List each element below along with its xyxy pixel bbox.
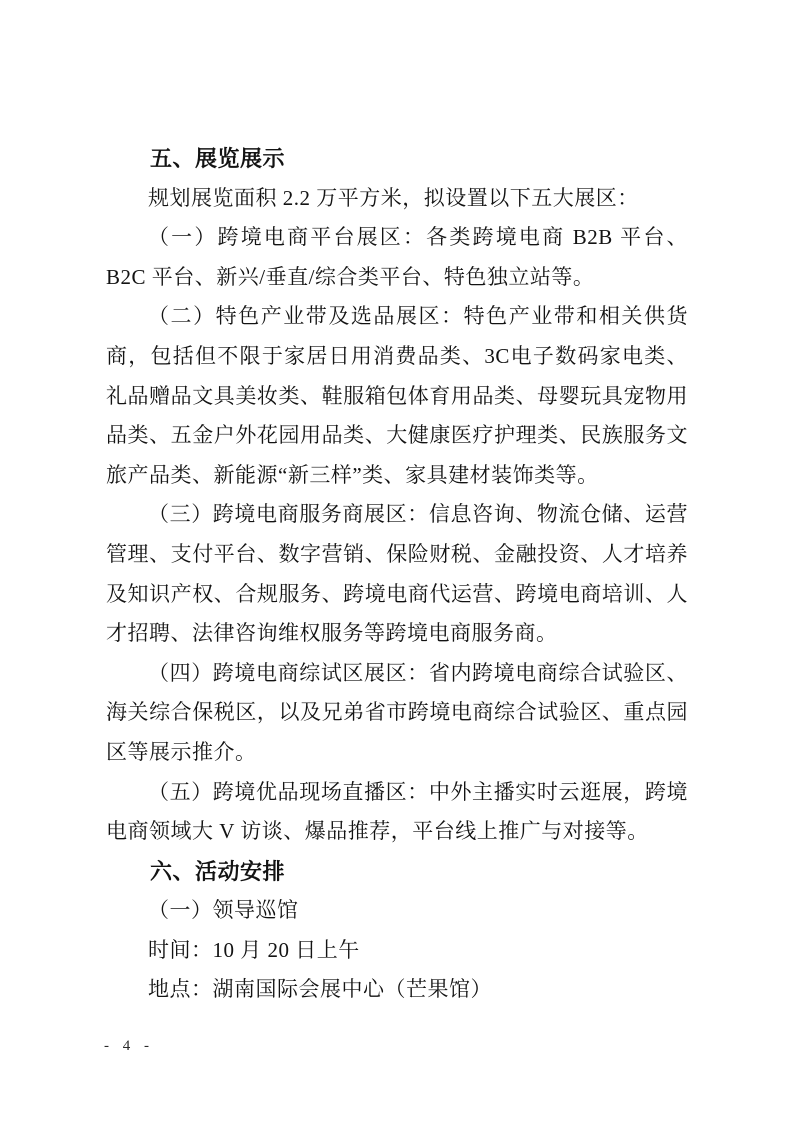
section-heading-exhibition: 五、展览展示	[150, 146, 286, 171]
paragraph-activity-leader-tour: （一）领导巡馆	[148, 898, 299, 923]
paragraph-activity-time: 时间：10 月 20 日上午	[148, 937, 360, 962]
document-content	[106, 139, 688, 1010]
paragraph-zone-3-service-providers: （三）跨境电商服务商展区：信息咨询、物流仓储、运营管理、支付平台、数字营销、保险财税、金融投资、人才培养及知识产权、合规服务、跨境电商代运营、跨境电商培训、人才招聘、法律咨询维权服务等跨境电商服务商。	[106, 502, 688, 646]
paragraph-zone-4-pilot-zones: （四）跨境电商综试区展区：省内跨境电商综合试验区、海关综合保税区，以及兄弟省市跨境电商综合试验区、重点园区等展示推介。	[106, 660, 688, 764]
paragraph-activity-location: 地点：湖南国际会展中心（芒果馆）	[148, 977, 492, 1002]
paragraph-zone-2-industry-belt: （二）特色产业带及选品展区：特色产业带和相关供货商，包括但不限于家居日用消费品类、3C电子数码家电类、礼品赠品文具美妆类、鞋服箱包体育用品类、母婴玩具宠物用品类、五金户外花园用品类、大健康医疗护理类、民族服务文旅产品类、新能源“新三样”类、家具建材装饰类等。	[106, 304, 688, 487]
paragraph-zone-1-platform: （一）跨境电商平台展区：各类跨境电商 B2B 平台、B2C 平台、新兴/垂直/综合类平台、特色独立站等。	[106, 225, 688, 289]
paragraph-zone-5-livestream: （五）跨境优品现场直播区：中外主播实时云逛展，跨境电商领域大 V 访谈、爆品推荐，平台线上推广与对接等。	[106, 779, 688, 844]
page-number: - 4 -	[104, 1038, 154, 1054]
paragraph-plan-area: 规划展览面积 2.2 万平方米，拟设置以下五大展区：	[148, 185, 639, 210]
section-heading-activities: 六、活动安排	[150, 858, 286, 884]
